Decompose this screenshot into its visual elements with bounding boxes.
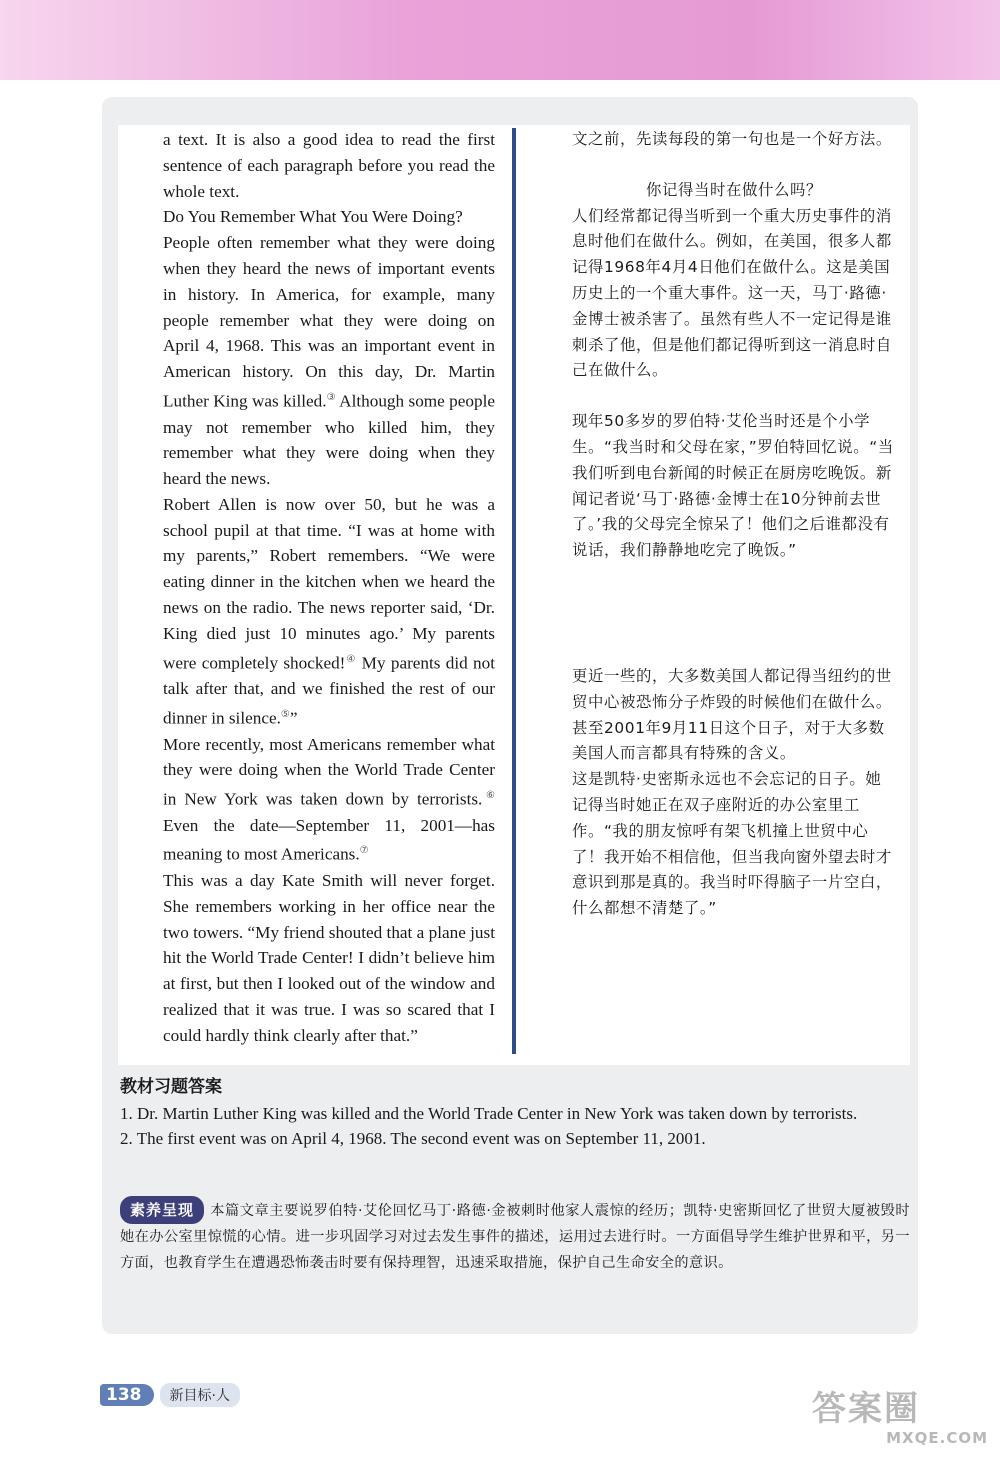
english-paragraph-2-text-b: Although some people may not remember who killed him, they remember what they were doing when they heard the news. <box>163 391 495 489</box>
english-title: Do You Remember What You Were Doing? <box>163 207 463 227</box>
english-paragraph-1: a text. It is also a good idea to read the first sentence of each paragraph before you read the whole text. <box>163 130 495 201</box>
english-paragraph-5: This was a day Kate Smith will never forget. She remembers working in her office near the two towers. “My friend shouted that a plane just hit the World Trade Center! I didn’t believe him at first, but then I looked out of the window and realized that it was true. I was so scared that I could hardly think clearly after that.” <box>163 870 495 1045</box>
book-name: 新目标·人 <box>160 1383 240 1407</box>
english-paragraph-3-text-c: ” <box>289 708 298 728</box>
watermark-logo-text: 答案圈 <box>812 1389 920 1429</box>
english-paragraph-4 <box>163 732 495 868</box>
annotation-marker-6: ⑥ <box>482 790 496 802</box>
english-paragraph-4-text-b: Even the date—September 11, 2001—has meaning to most Americans. <box>163 815 495 865</box>
english-paragraph-3 <box>163 492 495 732</box>
chinese-column <box>572 127 896 922</box>
chinese-title: 你记得当时在做什么吗？ <box>646 180 822 199</box>
answer-item-1: 1. Dr. Martin Luther King was killed and the World Trade Center in New York was taken down by terrorists. <box>120 1104 858 1123</box>
annotation-marker-4: ④ <box>345 653 357 665</box>
english-paragraph-3-text-a: Robert Allen is now over 50, but he was a school pupil at that time. “I was at home with my parents,” Robert remembers. “We were eating dinner in the kitchen when we heard the news on the radio. The news reporter said, ‘Dr. King died just 10 minutes ago.’ My parents were completely shocked! <box>163 494 495 673</box>
english-paragraph-2-text-a: People often remember what they were doing when they heard the news of important events in history. In America, for example, many people remember what they were doing on April 4, 1968. This was an important event in American history. On this day, Dr. Martin Luther King was killed. <box>163 233 495 411</box>
chinese-paragraph-2: 人们经常都记得当听到一个重大历史事件的消息时他们在做什么。例如，在美国，很多人都记得1968年4月4日他们在做什么。这是美国历史上的一个重大事件。这一天，马丁·路德·金博士被杀害了。虽然有些人不一定记得是谁刺杀了他，但是他们都记得听到这一消息时自己在做什么。 <box>572 206 892 380</box>
header-band <box>0 0 1000 80</box>
annotation-marker-5: ⑤ <box>280 709 290 720</box>
answers-title: 教材习题答案 <box>120 1077 222 1097</box>
page-footer <box>100 1383 240 1407</box>
english-column <box>163 127 495 1049</box>
site-watermark <box>812 1389 988 1451</box>
literacy-section <box>120 1196 910 1276</box>
textbook-answers <box>120 1072 910 1151</box>
answer-item-2: 2. The first event was on April 4, 1968. The second event was on September 11, 2001. <box>120 1129 706 1148</box>
literacy-badge: 素养呈现 <box>120 1196 204 1224</box>
column-divider <box>512 128 516 1054</box>
chinese-paragraph-4: 更近一些的，大多数美国人都记得当纽约的世贸中心被恐怖分子炸毁的时候他们在做什么。甚至2001年9月11日这个日子，对于大多数美国人而言都具有特殊的含义。 <box>572 666 892 763</box>
english-paragraph-2 <box>163 230 495 492</box>
watermark-url: MXQE.COM <box>886 1429 988 1447</box>
page-number: 138 <box>100 1384 154 1406</box>
english-paragraph-4-text-a: More recently, most Americans remember what they were doing when the World Trade Center in New York was taken down by terrorists. <box>163 734 495 809</box>
literacy-text: 本篇文章主要说罗伯特·艾伦回忆马丁·路德·金被刺时他家人震惊的经历；凯特·史密斯回忆了世贸大厦被毁时她在办公室里惊慌的心情。进一步巩固学习对过去发生事件的描述，运用过去进行时。一方面倡导学生维护世界和平，另一方面，也教育学生在遭遇恐怖袭击时要有保持理智，迅速采取措施，保护自己生命安全的意识。 <box>120 1203 910 1271</box>
chinese-paragraph-1: 文之前，先读每段的第一句也是一个好方法。 <box>572 130 892 148</box>
chinese-paragraph-3: 现年50多岁的罗伯特·艾伦当时还是个小学生。“我当时和父母在家，”罗伯特回忆说。“当我们听到电台新闻的时候正在厨房吃晚饭。新闻记者说‘马丁·路德·金博士在10分钟前去世了。’我的父母完全惊呆了！他们之后谁都没有说话，我们静静地吃完了晚饭。” <box>572 412 894 560</box>
chinese-paragraph-5: 这是凯特·史密斯永远也不会忘记的日子。她记得当时她正在双子座附近的办公室里工作。“我的朋友惊呼有架飞机撞上世贸中心了！我开始不相信他，但当我向窗外望去时才意识到那是真的。我当时吓得脑子一片空白，什么都想不清楚了。” <box>572 770 892 918</box>
annotation-marker-7: ⑦ <box>359 845 369 857</box>
english-paragraph-3-text-b: My parents did not talk after that, and we finished the rest of our dinner in silence. <box>163 653 495 728</box>
annotation-marker-3: ③ <box>326 391 336 403</box>
